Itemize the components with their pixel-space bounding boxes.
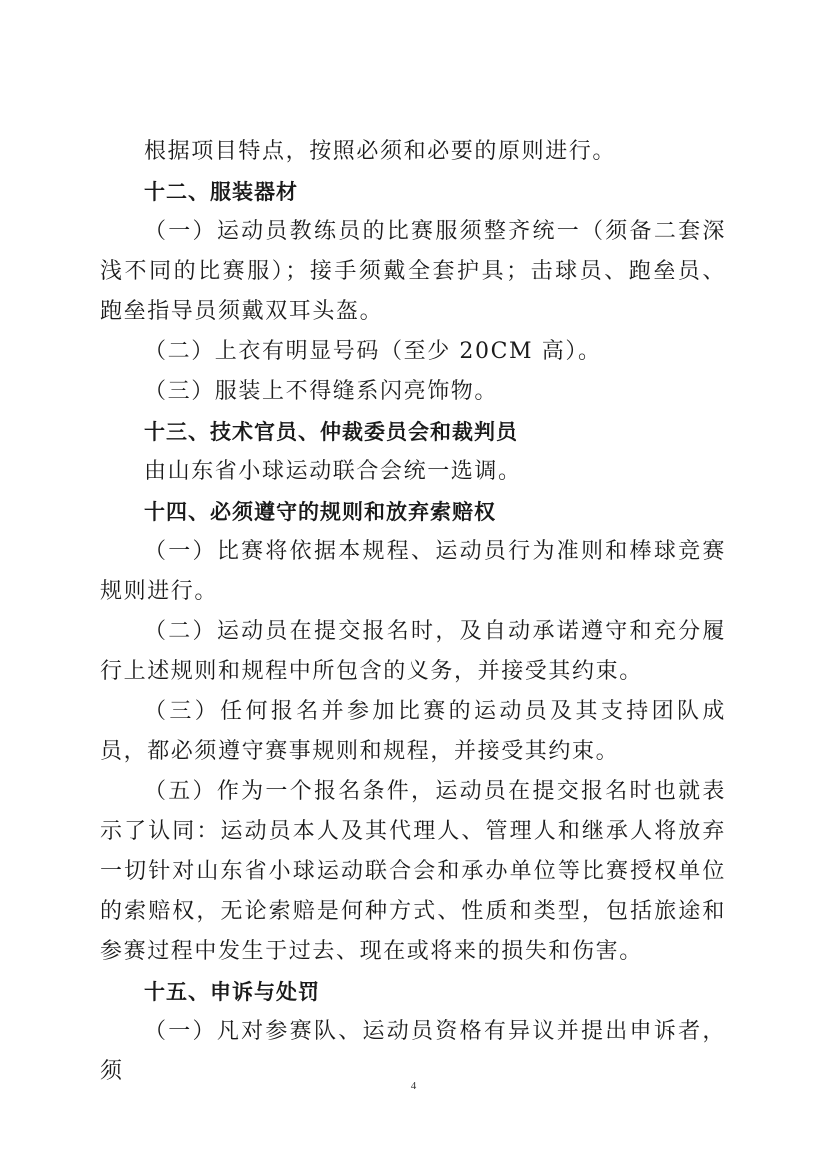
body-paragraph: 根据项目特点，按照必须和必要的原则进行。 <box>144 139 617 164</box>
body-paragraph: （一）比赛将依据本规程、运动员行为准则和棒球竞赛规则进行。 <box>100 539 726 604</box>
body-paragraph: （五）作为一个报名条件，运动员在提交报名时也就表示了认同：运动员本人及其代理人、管理人和继承人将放弃一切针对山东省小球运动联合会和承办单位等比赛授权单位的索赔权，无论索赔是何种方式、性质和类型，包括旅途和参赛过程中发生于过去、现在或将来的损失和伤害。 <box>100 779 726 964</box>
body-paragraph: （一）运动员教练员的比赛服须整齐统一（须备二套深浅不同的比赛服）；接手须戴全套护具；击球员、跑垒员、跑垒指导员须戴双耳头盔。 <box>100 219 726 324</box>
document-body <box>100 132 726 1092</box>
section-heading: 十五、申诉与处罚 <box>144 980 320 1004</box>
body-paragraph: （二）上衣有明显号码（至少 20CM 高）。 <box>144 339 602 364</box>
body-paragraph: （三）服装上不得缝系闪亮饰物。 <box>144 379 499 404</box>
body-paragraph: （二）运动员在提交报名时，及自动承诺遵守和充分履行上述规则和规程中所包含的义务，并接受其约束。 <box>100 619 726 684</box>
body-paragraph: 由山东省小球运动联合会统一选调。 <box>144 459 522 484</box>
body-paragraph: （一）凡对参赛队、运动员资格有异议并提出申诉者，须 <box>100 1019 726 1084</box>
section-heading: 十四、必须遵守的规则和放弃索赔权 <box>144 500 496 524</box>
page-number: 4 <box>410 1080 417 1092</box>
body-paragraph: （三）任何报名并参加比赛的运动员及其支持团队成员，都必须遵守赛事规则和规程，并接受其约束。 <box>100 699 726 764</box>
section-heading: 十三、技术官员、仲裁委员会和裁判员 <box>144 420 518 444</box>
section-heading: 十二、服装器材 <box>144 180 298 204</box>
